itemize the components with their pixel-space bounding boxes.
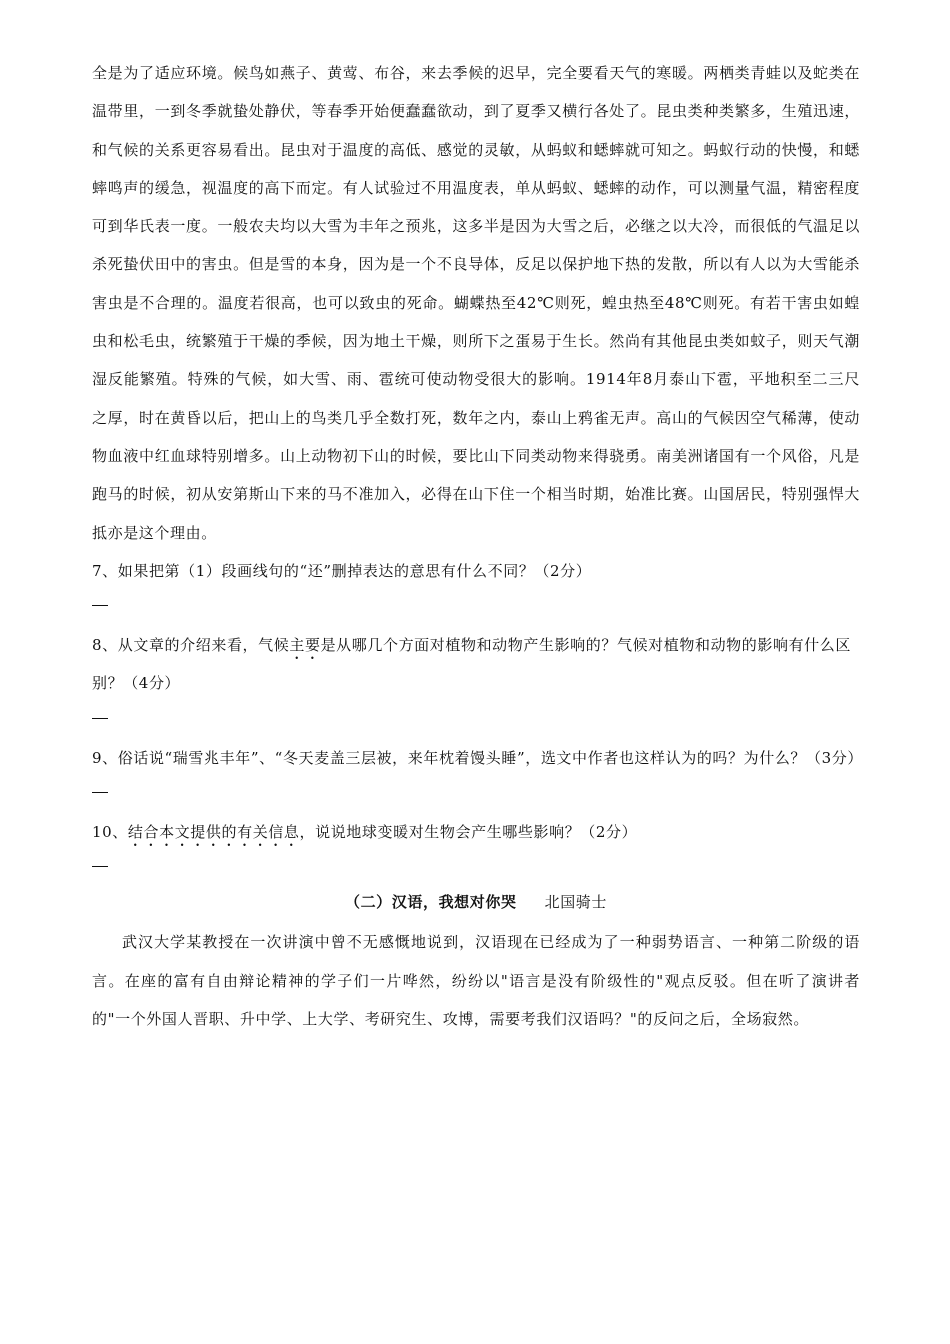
passage-paragraph: 全是为了适应环境。候鸟如燕子、黄莺、布谷，来去季候的迟早，完全要看天气的寒暖。两栖类青蛙以及蛇类在温带里，一到冬季就蛰处静伏，等春季开始便蠢蠢欲动，到了夏季又横行各处了。昆虫类种类繁多，生殖迅速，和气候的关系更容易看出。昆虫对于温度的高低、感觉的灵敏，从蚂蚁和蟋蟀就可知之。蚂蚁行动的快慢，和蟋蟀鸣声的缓急，视温度的高下而定。有人试验过不用温度表，单从蚂蚁、蟋蟀的动作，可以测量气温，精密程度可到华氏表一度。一般农夫均以大雪为丰年之预兆，这多半是因为大雪之后，必继之以大冷，而很低的气温足以杀死蛰伏田中的害虫。但是雪的本身，因为是一个不良导体，反足以保护地下热的发散，所以有人以为大雪能杀害虫是不合理的。温度若很高，也可以致虫的死命。蝴蝶热至42℃则死，蝗虫热至48℃则死。有若干害虫如蝗虫和松毛虫，统繁殖于干燥的季候，因为地土干燥，则所下之蛋易于生长。然尚有其他昆虫类如蚊子，则天气潮湿反能繁殖。特殊的气候，如大雪、雨、雹统可使动物受很大的影响。1914年8月泰山下雹，平地积至二三尺之厚，时在黄昏以后，把山上的鸟类几乎全数打死，数年之内，泰山上鸦雀无声。高山的气候因空气稀薄，使动物血液中红血球特别增多。山上动物初下山的时候，要比山下同类动物来得骁勇。南美洲诸国有一个风俗，凡是跑马的时候，初从安第斯山下来的马不准加入，必得在山下住一个相当时期，始准比赛。山国居民，特别强悍大抵亦是这个理由。 xyxy=(92,64,860,542)
question-10 xyxy=(92,813,860,851)
section-paragraph: 武汉大学某教授在一次讲演中曾不无感慨地说到，汉语现在已经成为了一种弱势语言、一种第二阶级的语言。在座的富有自由辩论精神的学子们一片哗然，纷纷以"语言是没有阶级性的"观点反驳。但在听了演讲者的"一个外国人晋职、升中学、上大学、考研究生、攻博，需要考我们汉语吗？"的反问之后，全场寂然。 xyxy=(92,933,860,1028)
answer-blank-10[interactable] xyxy=(92,866,108,867)
section-title: （二）汉语，我想对你哭 xyxy=(344,893,517,912)
question-10-part-2: ，说说地球变暖对生物会产生哪些影响？（2分） xyxy=(299,823,638,842)
question-8-part-1: 8、从文章的介绍来看，气候 xyxy=(92,636,290,655)
document-page xyxy=(92,54,863,1038)
question-8 xyxy=(92,626,860,703)
question-8-part-2: 是从哪几个方面对植物和动物产生影响的？气候对植物和动物的影响有什么区别？（4分） xyxy=(92,636,851,693)
question-9: 9、俗话说“瑞雪兆丰年”、“冬天麦盖三层被，来年枕着馒头睡”，选文中作者也这样认为的吗？为什么？（3分） xyxy=(92,748,863,767)
question-8-emphasis: 主要 xyxy=(289,636,321,655)
answer-blank-7[interactable] xyxy=(92,605,108,606)
answer-blank-9[interactable] xyxy=(92,792,108,793)
section-author: 北国骑士 xyxy=(544,893,607,912)
question-10-emphasis: 结合本文提供的有关信息 xyxy=(127,823,300,842)
question-7: 7、如果把第（1）段画线句的“还”删掉表达的意思有什么不同？（2分） xyxy=(92,561,592,580)
question-10-number: 10、 xyxy=(92,823,128,842)
answer-blank-8[interactable] xyxy=(92,718,108,719)
section-heading xyxy=(92,887,860,917)
